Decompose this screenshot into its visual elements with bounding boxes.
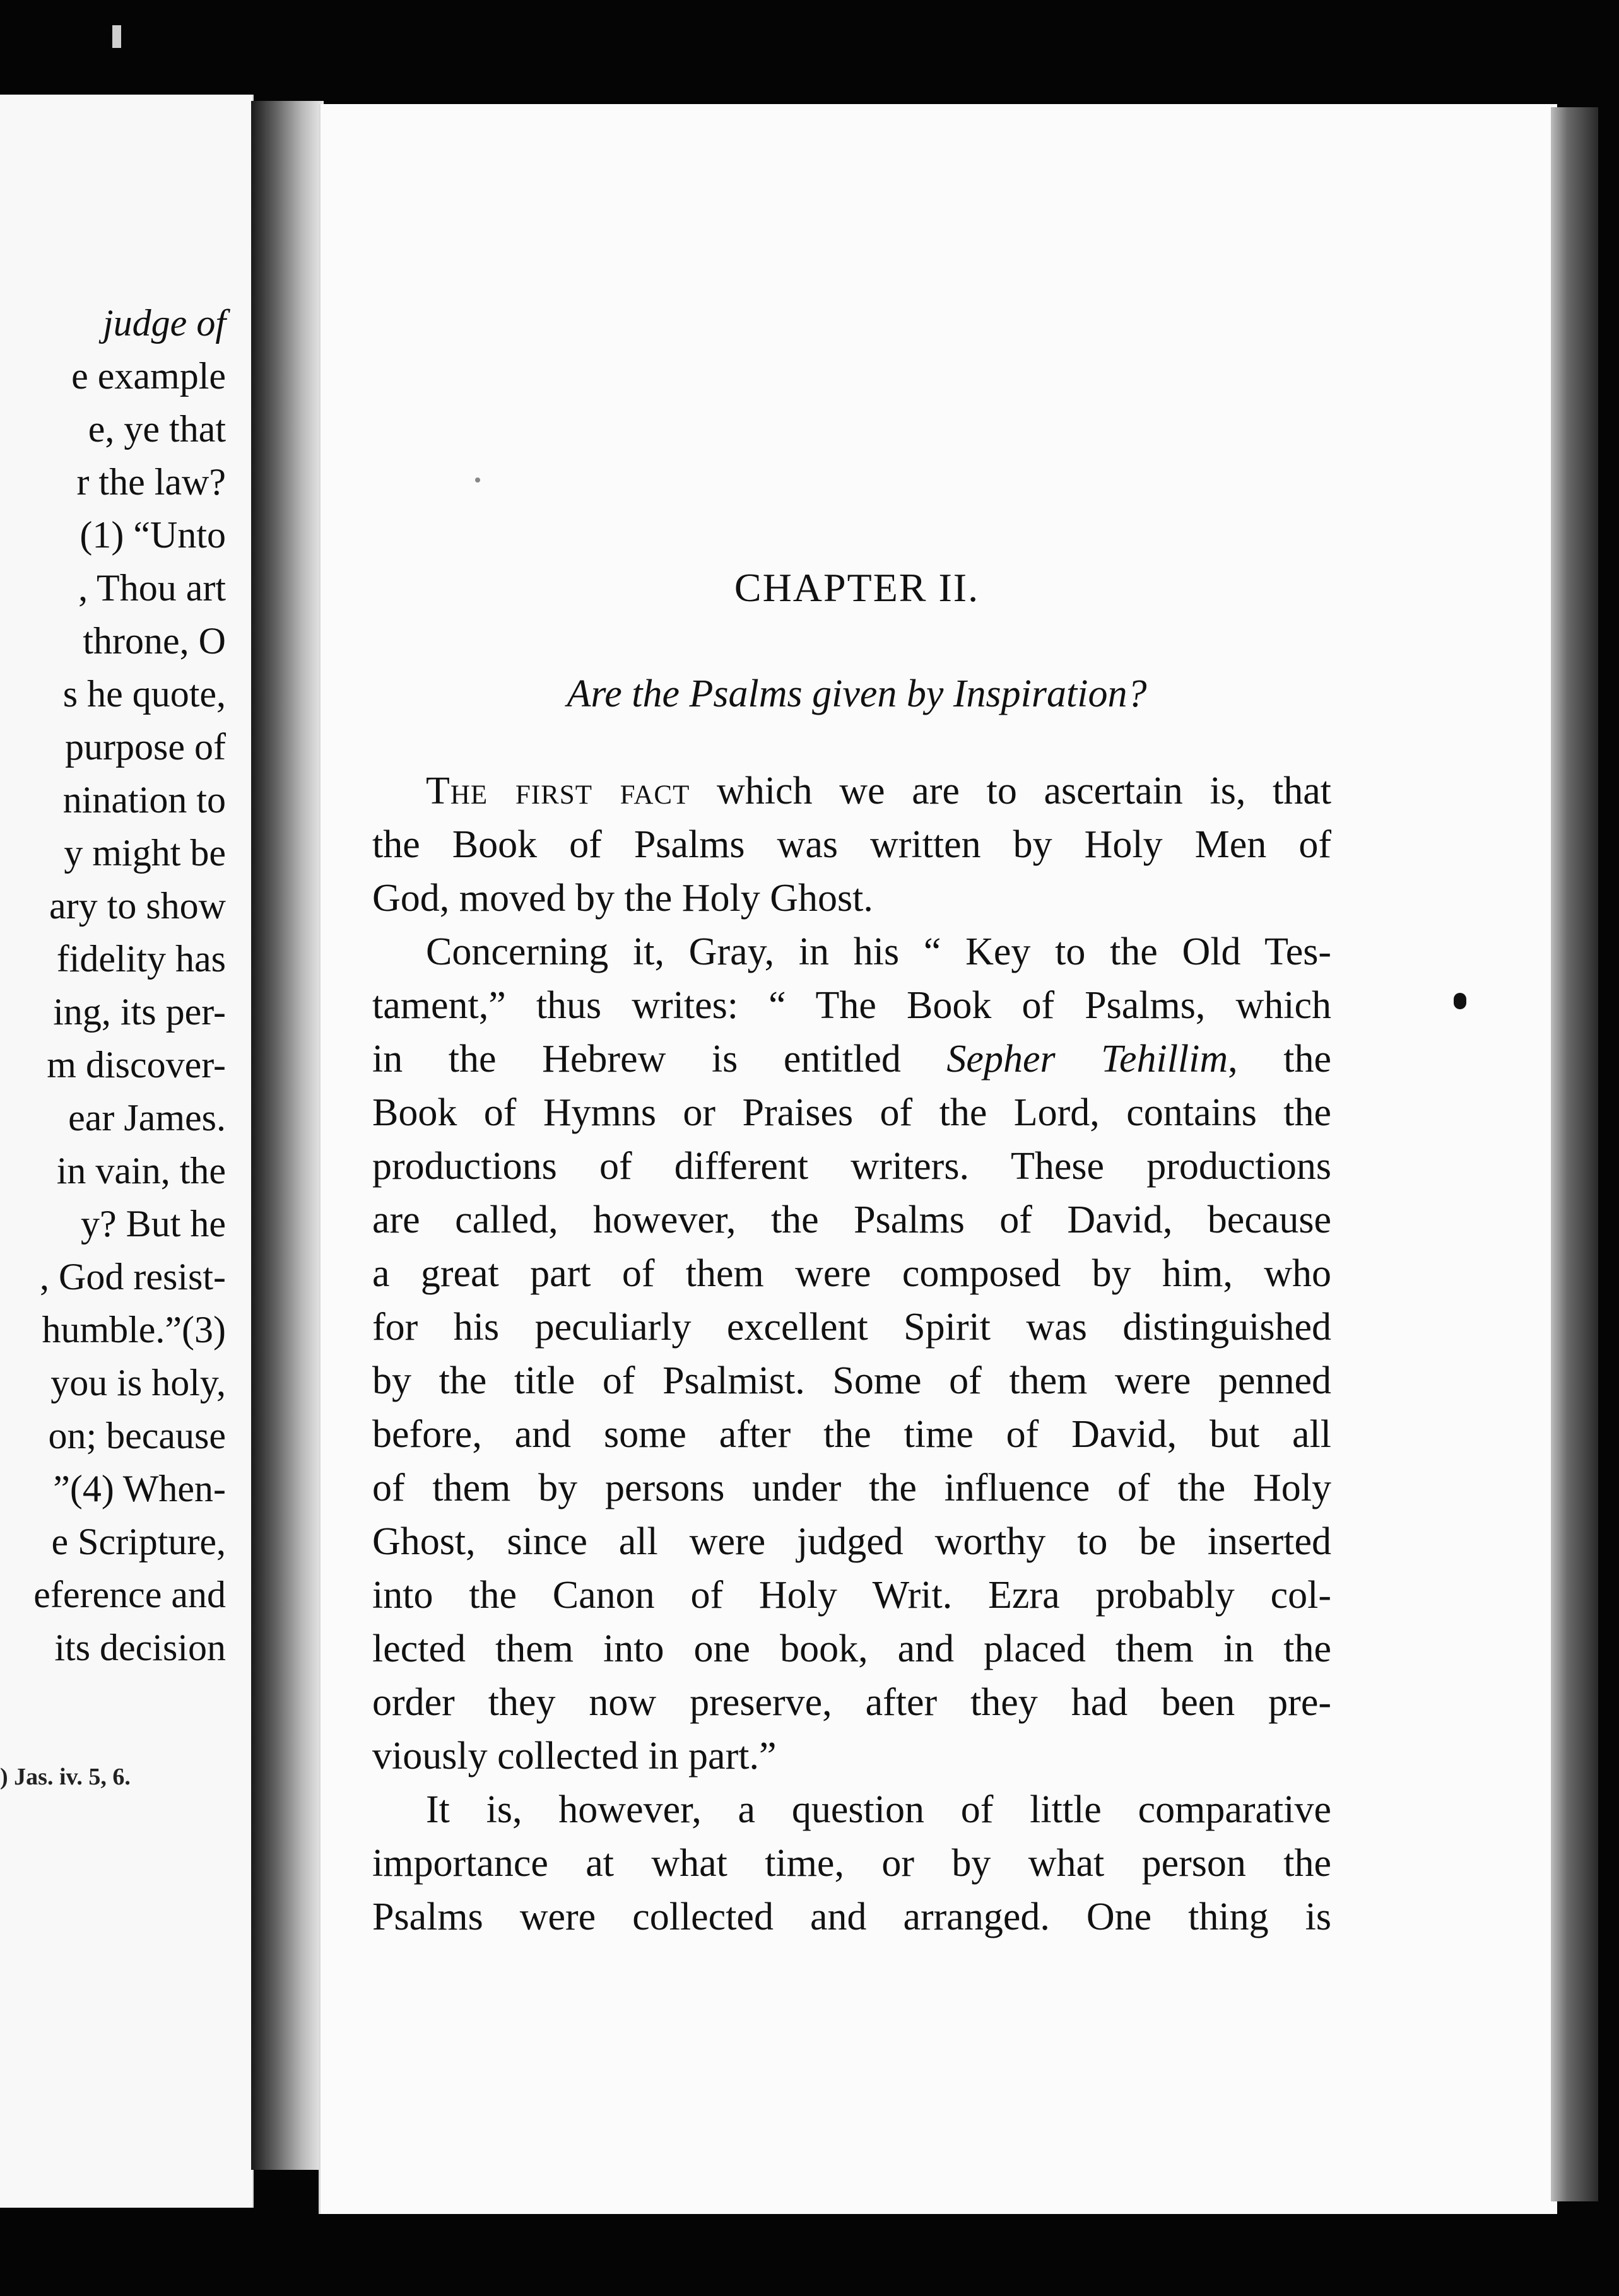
previous-page-line: in vain, the — [56, 1150, 226, 1192]
body-line: God, moved by the Holy Ghost. — [372, 877, 873, 920]
previous-page-line: its decision — [54, 1627, 226, 1668]
previous-page-line: e Scripture, — [51, 1521, 226, 1562]
hebrew-title: Sepher Tehillim — [946, 1038, 1228, 1081]
body-line: lected them into one book, and placed them in the — [372, 1627, 1331, 1670]
previous-page-line: ”(4) When- — [53, 1468, 226, 1509]
body-line: Ghost, since all were judged worthy to be inserted — [372, 1520, 1331, 1563]
body-line: the Book of Psalms was written by Holy Men of — [372, 823, 1331, 866]
ink-spot — [1454, 993, 1466, 1009]
body-line: Book of Hymns or Praises of the Lord, contains the — [372, 1091, 1331, 1134]
chapter-subtitle: Are the Psalms given by Inspiration? — [567, 672, 1147, 715]
page-edge — [1551, 107, 1598, 2201]
body-line: by the title of Psalmist. Some of them were penned — [372, 1359, 1331, 1402]
body-line: are called, however, the Psalms of David, because — [372, 1198, 1331, 1241]
previous-page-line: purpose of — [65, 726, 226, 768]
previous-page-text — [0, 296, 226, 1674]
previous-page-line: (1) “Unto — [79, 514, 226, 556]
previous-page-line: s he quote, — [62, 673, 226, 715]
previous-page-line: ary to show — [49, 885, 226, 927]
body-line: of them by persons under the influence of the Holy — [372, 1467, 1331, 1509]
previous-page-line: m discover- — [47, 1044, 226, 1086]
body-line: into the Canon of Holy Writ. Ezra probably col- — [372, 1574, 1331, 1617]
previous-page-line: e, ye that — [88, 408, 226, 450]
previous-page-line: humble.”(3) — [42, 1309, 226, 1350]
previous-page-line: , God resist- — [40, 1256, 226, 1297]
opening-smallcaps: The first fact — [426, 770, 690, 812]
body-line: viously collected in part.” — [372, 1735, 777, 1778]
previous-page-line: eference and — [33, 1574, 226, 1615]
previous-page — [0, 95, 254, 2208]
scan-mark — [112, 25, 121, 48]
previous-page-line: ing, its per- — [53, 991, 226, 1033]
previous-page-line: judge of — [103, 302, 226, 344]
body-line: The first fact which we are to ascertain is, that — [426, 770, 1331, 812]
body-line: Concerning it, Gray, in his “ Key to the Old Tes- — [426, 930, 1331, 973]
body-line: order they now preserve, after they had been pre- — [372, 1681, 1331, 1724]
previous-page-line: throne, O — [83, 620, 226, 662]
previous-page-line: fidelity has — [56, 938, 226, 980]
previous-page-line: , Thou art — [78, 567, 226, 609]
body-line: tament,” thus writes: “ The Book of Psalms, which — [372, 984, 1331, 1027]
previous-page-line: y might be — [64, 832, 226, 874]
previous-page-line: e example — [71, 355, 226, 397]
body-line: productions of different writers. These productions — [372, 1145, 1331, 1188]
previous-page-line: you is holy, — [50, 1362, 226, 1403]
body-line: importance at what time, or by what person the — [372, 1842, 1331, 1885]
body-line: in the Hebrew is entitled Sepher Tehillim, the — [372, 1038, 1332, 1081]
body-line: It is, however, a question of little comparative — [426, 1788, 1331, 1831]
previous-page-line: r the law? — [76, 461, 226, 503]
previous-page-footnote: ) Jas. iv. 5, 6. — [0, 1764, 131, 1790]
previous-page-line: on; because — [48, 1415, 226, 1456]
body-line: Psalms were collected and arranged. One thing is — [372, 1895, 1331, 1938]
body-line: for his peculiarly excellent Spirit was distinguished — [372, 1306, 1331, 1349]
body-text — [372, 764, 1331, 1944]
body-line: before, and some after the time of David, but all — [372, 1413, 1331, 1456]
previous-page-line: ear James. — [68, 1097, 226, 1139]
book-gutter — [251, 101, 324, 2170]
page-speck — [475, 477, 480, 483]
previous-page-line: y? But he — [81, 1203, 226, 1245]
previous-page-line: nination to — [62, 779, 226, 821]
body-line: a great part of them were composed by him, who — [372, 1252, 1331, 1295]
chapter-title: CHAPTER II. — [734, 565, 980, 610]
